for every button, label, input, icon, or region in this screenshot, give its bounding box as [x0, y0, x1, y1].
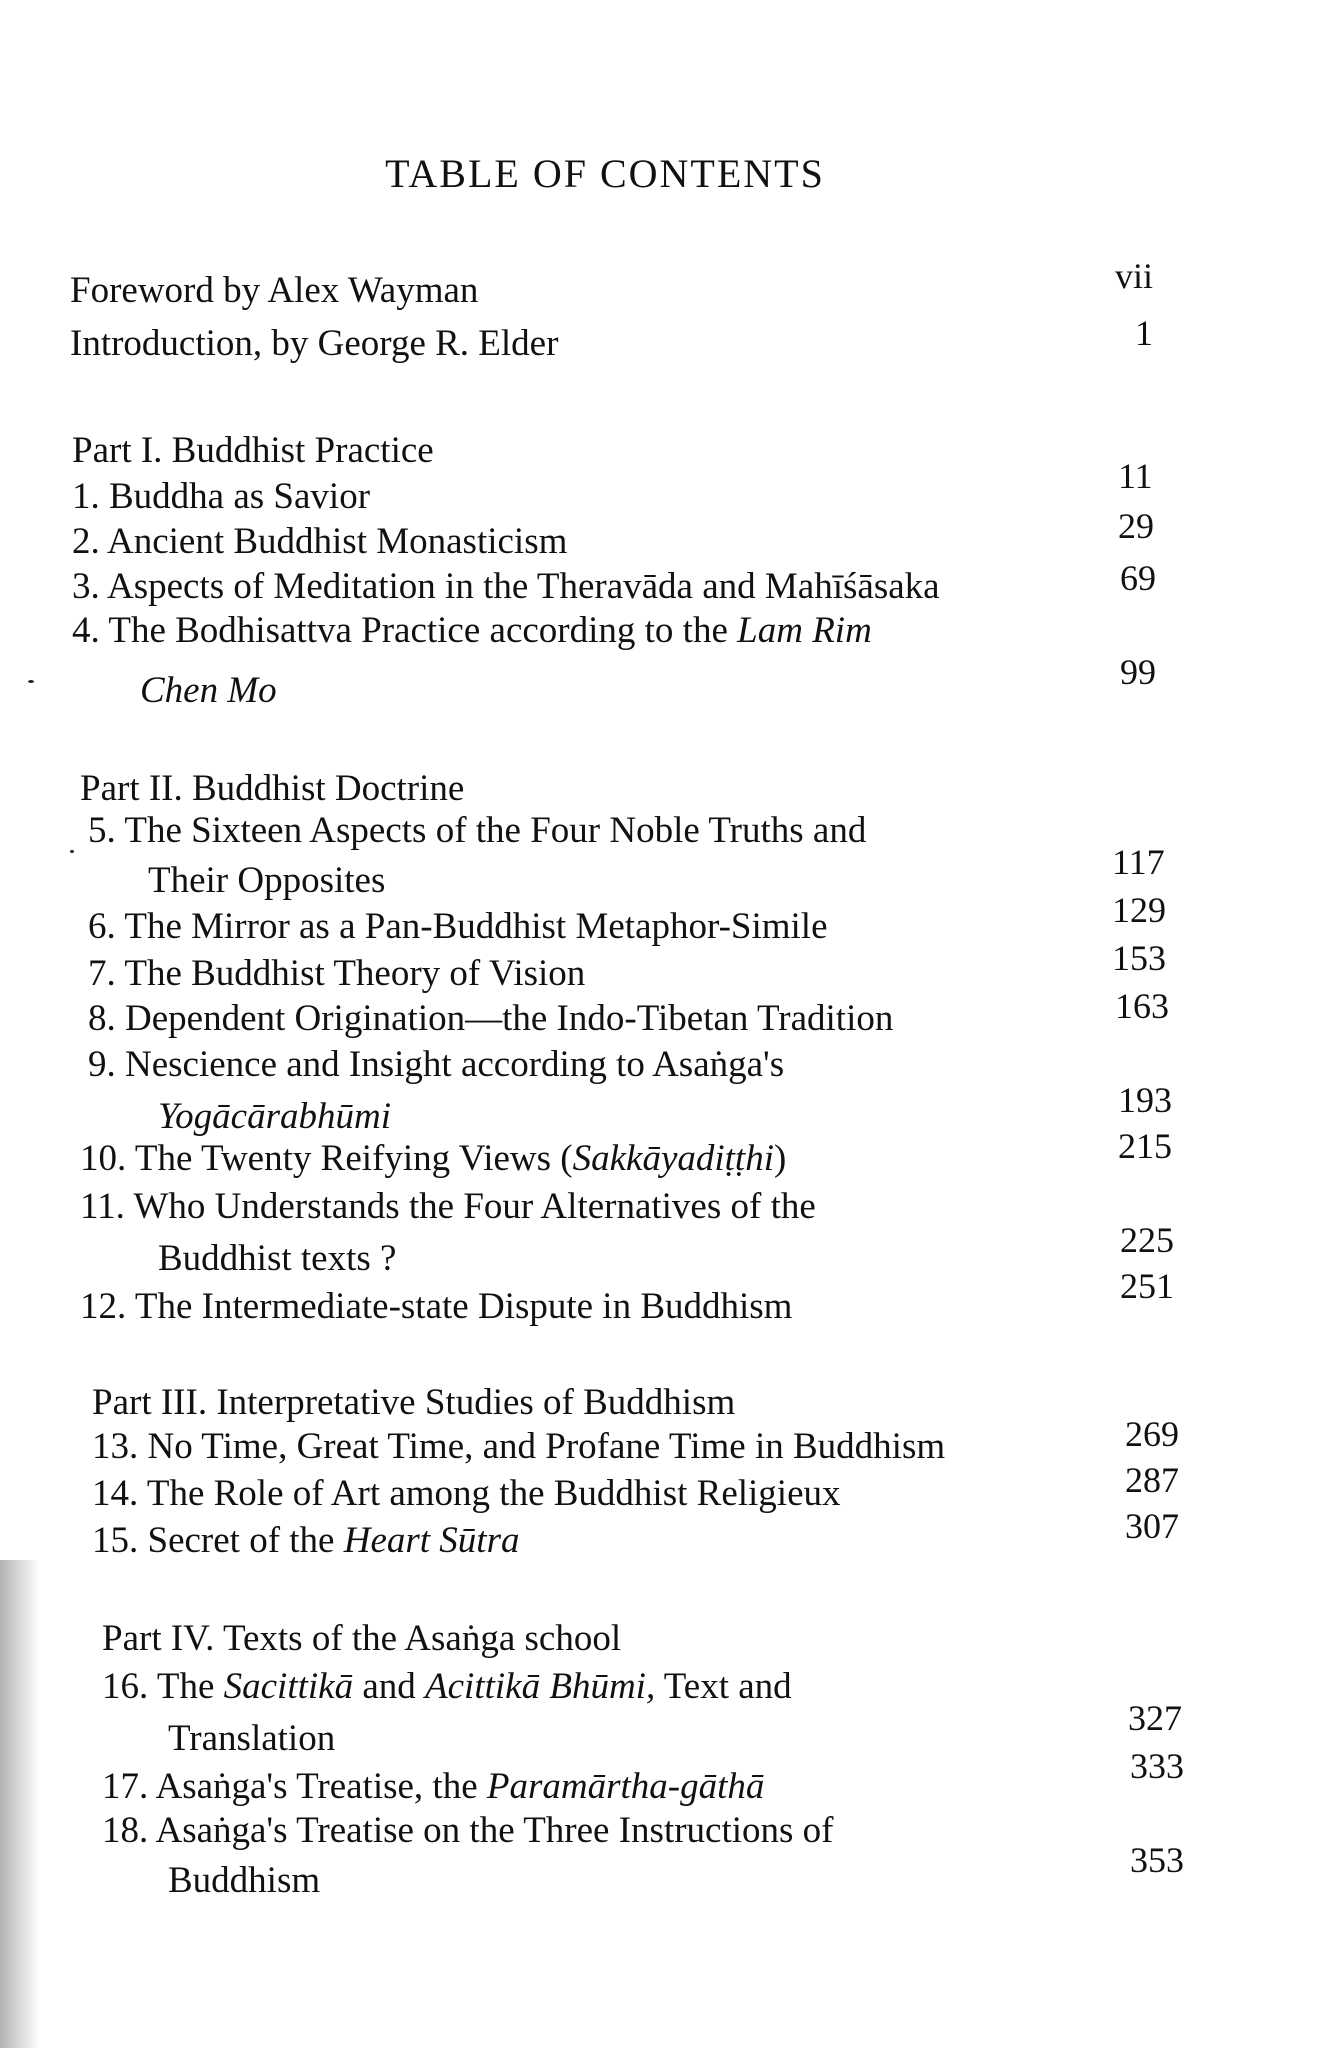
page-number: 1: [1135, 313, 1153, 353]
chapter-title: The Buddhist Theory of Vision: [124, 953, 586, 994]
page-number: 29: [1118, 506, 1154, 546]
chapter-entry: [80, 1288, 792, 1325]
chapter-number: 3.: [72, 566, 100, 607]
chapter-entry-continuation: Buddhism: [168, 1860, 321, 1901]
page-number: 327: [1128, 1698, 1182, 1738]
chapter-entry: [88, 955, 585, 992]
chapter-entry: [92, 1428, 945, 1465]
chapter-entry: [102, 1812, 834, 1849]
chapter-entry: [80, 1140, 786, 1177]
part-heading: Part IV. Texts of the Asaṅga school: [102, 1618, 622, 1659]
page-number: 193: [1118, 1080, 1172, 1120]
chapter-entry: [72, 612, 872, 649]
chapter-title-mid: and: [353, 1666, 426, 1707]
page-number: 99: [1120, 652, 1156, 692]
chapter-entry: [88, 812, 866, 849]
part-heading: Part I. Buddhist Practice: [72, 430, 434, 471]
chapter-entry: [102, 1668, 792, 1705]
chapter-title: The Mirror as a Pan-Buddhist Metaphor-Simile: [124, 906, 828, 947]
chapter-title: Asaṅga's Treatise, the: [155, 1766, 487, 1807]
part-heading: Part II. Buddhist Doctrine: [80, 768, 465, 809]
chapter-title: The Twenty Reifying Views (: [134, 1138, 573, 1179]
chapter-entry: [80, 1188, 816, 1225]
chapter-entry-continuation: [140, 672, 277, 709]
chapter-number: 10.: [80, 1138, 127, 1179]
page-number: 163: [1115, 986, 1169, 1026]
page-number: 287: [1125, 1460, 1179, 1500]
page-number: 11: [1118, 456, 1153, 496]
chapter-number: 12.: [80, 1286, 127, 1327]
chapter-number: 18.: [102, 1810, 149, 1851]
page-number: 251: [1120, 1266, 1174, 1306]
chapter-entry: [92, 1475, 841, 1512]
chapter-title-italic: Sakkāyadiṭṭhi: [572, 1138, 774, 1179]
part-heading: Part III. Interpretative Studies of Buddhism: [92, 1382, 736, 1423]
chapter-title-italic: Paramārtha-gāthā: [486, 1766, 765, 1807]
chapter-number: 6.: [88, 906, 116, 947]
chapter-number: 5.: [88, 810, 116, 851]
chapter-title-suffix: ): [773, 1138, 787, 1179]
chapter-number: 14.: [92, 1473, 139, 1514]
page-number: 215: [1118, 1126, 1172, 1166]
chapter-title: Who Understands the Four Alternatives of the: [133, 1186, 816, 1227]
chapter-title-italic: Chen Mo: [140, 670, 277, 711]
chapter-title: Dependent Origination—the Indo-Tibetan Tradition: [125, 998, 894, 1039]
introduction-entry: [70, 325, 558, 362]
chapter-entry: [72, 568, 940, 605]
page-number: 225: [1120, 1220, 1174, 1260]
chapter-number: 9.: [88, 1044, 116, 1085]
chapter-title: Aspects of Meditation in the Theravāda and Mahīśāsaka: [106, 566, 940, 607]
page-title: TABLE OF CONTENTS: [385, 151, 825, 196]
chapter-title: The Sixteen Aspects of the Four Noble Truths and: [124, 810, 867, 851]
chapter-number: 17.: [102, 1766, 149, 1807]
page-number: 153: [1112, 938, 1166, 978]
page-number: 269: [1125, 1414, 1179, 1454]
chapter-title-suffix: Text and: [655, 1666, 792, 1707]
chapter-entry: [72, 478, 370, 515]
page-number: 333: [1130, 1746, 1184, 1786]
chapter-entry: [72, 523, 567, 560]
chapter-entry-continuation: Translation: [168, 1718, 336, 1759]
chapter-number: 16.: [102, 1666, 149, 1707]
chapter-title: Ancient Buddhist Monasticism: [106, 521, 568, 562]
chapter-entry-continuation: [158, 1098, 391, 1135]
page-number: 307: [1125, 1506, 1179, 1546]
scan-edge-shadow: [0, 1560, 40, 2048]
chapter-number: 13.: [92, 1426, 139, 1467]
scan-speck: [70, 850, 74, 853]
chapter-title-italic: Sacittikā: [223, 1666, 354, 1707]
chapter-title-italic: Yogācārabhūmi: [158, 1096, 392, 1137]
page-number: 353: [1130, 1840, 1184, 1880]
chapter-title: Buddha as Savior: [109, 476, 371, 517]
chapter-entry: [88, 1046, 784, 1083]
chapter-title-italic: Acittikā Bhūmi,: [425, 1666, 656, 1707]
chapter-number: 2.: [72, 521, 100, 562]
chapter-number: 4.: [72, 610, 100, 651]
chapter-title-italic: Heart Sūtra: [343, 1520, 520, 1561]
chapter-entry-continuation: Buddhist texts ?: [158, 1238, 397, 1279]
page-number: 69: [1120, 558, 1156, 598]
entry-title: Introduction, by George R. Elder: [70, 323, 559, 364]
scan-speck: [28, 680, 34, 683]
chapter-title: Asaṅga's Treatise on the Three Instructions of: [155, 1810, 834, 1851]
page-number: 129: [1112, 890, 1166, 930]
chapter-entry: [102, 1768, 764, 1805]
chapter-entry: [88, 1000, 893, 1037]
chapter-number: 7.: [88, 953, 116, 994]
chapter-entry: [88, 908, 828, 945]
chapter-title: The Intermediate-state Dispute in Buddhism: [134, 1286, 793, 1327]
chapter-number: 8.: [88, 998, 116, 1039]
chapter-number: 1.: [72, 476, 100, 517]
chapter-entry: [92, 1522, 519, 1559]
chapter-entry-continuation: Their Opposites: [148, 860, 386, 901]
chapter-title: Nescience and Insight according to Asaṅga's: [125, 1044, 785, 1085]
page-number: 117: [1112, 842, 1165, 882]
chapter-title: The Role of Art among the Buddhist Religieux: [146, 1473, 841, 1514]
chapter-title-italic: Lam Rim: [737, 610, 872, 651]
foreword-entry: [70, 272, 478, 309]
chapter-title: The: [156, 1666, 224, 1707]
chapter-title: The Bodhisattva Practice according to the: [108, 610, 738, 651]
chapter-number: 15.: [92, 1520, 139, 1561]
chapter-title: Secret of the: [147, 1520, 344, 1561]
chapter-title: No Time, Great Time, and Profane Time in Buddhism: [147, 1426, 946, 1467]
entry-title: Foreword by Alex Wayman: [70, 270, 479, 311]
chapter-number: 11.: [80, 1186, 125, 1227]
page-number: vii: [1115, 256, 1154, 296]
